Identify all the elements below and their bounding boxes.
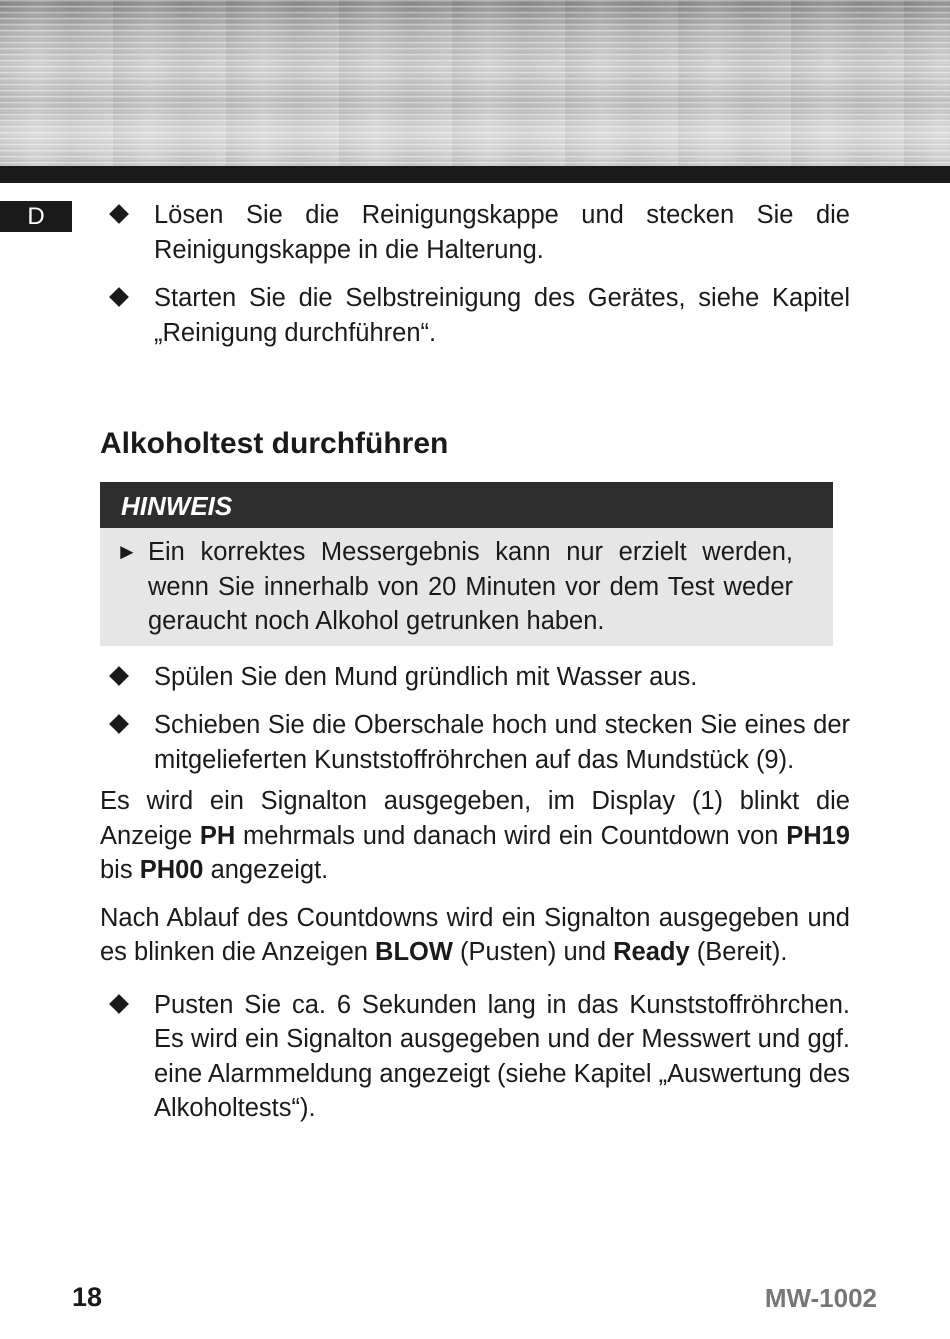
display-code-ph00: PH00 [139,856,204,884]
page-content [100,198,850,1140]
section-title: Alkoholtest durchführen [100,427,449,460]
note-heading: HINWEIS [100,482,833,528]
list-item-text: Lösen Sie die Reinigungskappe und stecken Sie die Reinigungskappe in die Halterung. [154,201,850,264]
display-code-ph19: PH19 [786,821,850,850]
page-number: 18 [72,1282,103,1312]
arrow-right-icon: ► [116,539,138,564]
text: (Pusten) und [452,938,614,966]
list-item-text: Schieben Sie die Oberschale hoch und stecken Sie eines der mitgelieferten Kunststoffröhrchen auf das Mundstück (9). [154,711,850,774]
display-code-ph: PH [199,821,236,850]
paragraph-countdown [100,784,850,888]
diamond-bullet-icon [109,714,129,734]
text: angezeigt. [203,856,329,884]
list-item [100,660,850,695]
diamond-bullet-icon [109,666,129,686]
list-item-text: Spülen Sie den Mund gründlich mit Wasser aus. [154,662,698,691]
list-item-text: Starten Sie die Selbstreinigung des Gerätes, siehe Kapitel „Reinigung durchführen“. [154,284,850,347]
diamond-bullet-icon [109,287,129,307]
text: Nach Ablauf des Countdowns wird ein Signalton ausgegeben und es blinken die Anzeigen [100,903,850,966]
header-bar [0,166,950,183]
diamond-bullet-icon [109,994,129,1014]
diamond-bullet-icon [109,204,129,224]
header-band [0,0,950,166]
text: mehrmals und danach wird ein Countdown von [235,821,787,850]
list-item [100,988,850,1126]
list-item [100,281,850,350]
list-item [100,708,850,777]
text: (Bereit). [689,938,788,966]
display-code-blow: BLOW [375,938,453,966]
language-tab: D [0,201,72,232]
model-number: MW-1002 [764,1283,877,1313]
paragraph-blow-ready [100,901,850,970]
text: Es wird ein Signalton ausgegeben, im Display (1) blinkt die Anzeige [100,787,850,850]
display-code-ready: Ready [613,938,690,966]
text: bis [100,856,140,884]
note-text: Ein korrektes Messergebnis kann nur erzielt werden, wenn Sie innerhalb von 20 Minuten vor dem Test weder geraucht noch Alkohol getrunken haben. [148,538,793,635]
note-box [100,482,833,646]
note-body [100,528,833,646]
list-item [100,198,850,267]
list-item-text: Pusten Sie ca. 6 Sekunden lang in das Kunststoffröhrchen. Es wird ein Signalton ausgegeben und der Messwert und ggf. eine Alarmmeldung angezeigt (siehe Kapitel „Auswertung des Alkoholtests“). [154,990,850,1122]
